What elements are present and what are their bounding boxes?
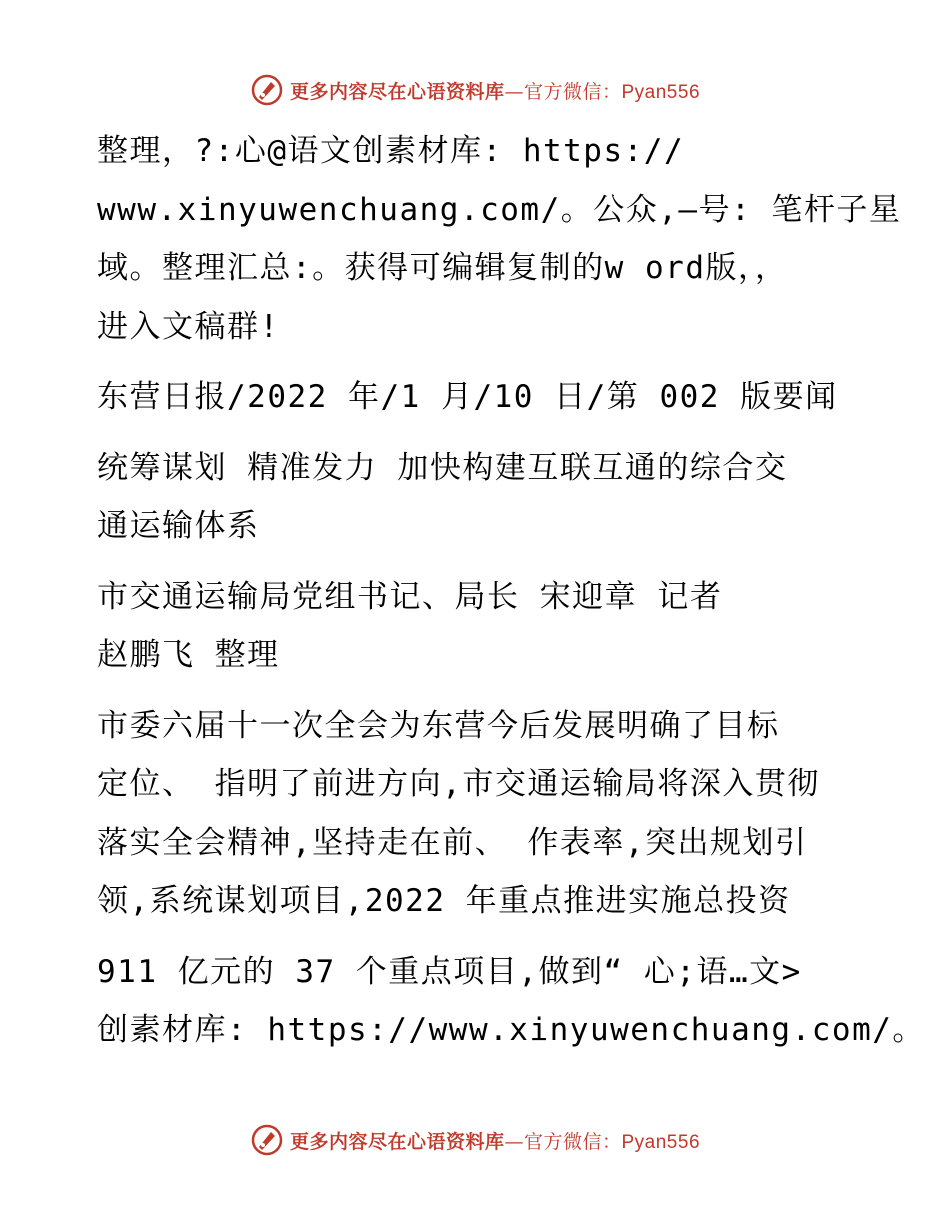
text-line: 市交通运输局党组书记、局长 宋迎章 记者 — [97, 578, 723, 615]
text-line: 整理，?:心@语文创素材库: https:// — [97, 133, 685, 169]
banner-wechat-label: 官方微信： — [523, 1130, 622, 1153]
banner-inner — [250, 1123, 700, 1157]
pen-nib-logo-icon — [250, 1123, 284, 1157]
header-banner — [0, 70, 950, 110]
banner-wechat-id: Pyan556 — [621, 1131, 701, 1153]
banner-wechat-label: 官方微信： — [523, 80, 622, 103]
text-line: 域。整理汇总:。获得可编辑复制的w ord版，， — [97, 250, 788, 286]
banner-inner — [250, 73, 700, 107]
text-line: 市委六届十一次全会为东营今后发展明确了目标 — [97, 707, 780, 744]
banner-text — [290, 77, 700, 104]
paragraph-intro — [97, 122, 902, 356]
text-line: 通运输体系 — [97, 508, 260, 544]
banner-text — [290, 1127, 700, 1154]
banner-dash: — — [504, 1130, 524, 1153]
footer-banner — [0, 1120, 950, 1160]
paragraph-body-1 — [97, 697, 857, 931]
banner-main-text: 更多内容尽在心语资料库 — [289, 80, 505, 103]
paragraph-byline — [97, 568, 857, 685]
text-line: www.xinyuwenchuang.com/。公众,—号: 笔杆子星 — [97, 191, 902, 228]
paragraph-body-2 — [97, 943, 925, 1060]
text-line: 统筹谋划 精准发力 加快构建互联互通的综合交 — [97, 449, 788, 486]
paragraph-headline — [97, 439, 857, 556]
text-line: 进入文稿群! — [97, 308, 280, 345]
banner-dash: — — [504, 80, 524, 103]
text-line: 东营日报/2022 年/1 月/10 日/第 002 版要闻 — [97, 379, 838, 415]
text-line: 911 亿元的 37 个重点项目,做到“ 心;语…文> — [97, 953, 802, 990]
text-line: 创素材库: https://www.xinyuwenchuang.com/。 — [97, 1012, 925, 1048]
text-line: 赵鹏飞 整理 — [97, 637, 280, 673]
text-line: 领,系统谋划项目,2022 年重点推进实施总投资 — [97, 883, 791, 919]
text-line: 定位、 指明了前进方向,市交通运输局将深入贯彻 — [97, 766, 820, 802]
paragraph-source — [97, 368, 857, 427]
banner-main-text: 更多内容尽在心语资料库 — [289, 1130, 505, 1153]
document-body — [97, 122, 925, 1072]
banner-wechat-id: Pyan556 — [621, 81, 701, 103]
pen-nib-logo-icon — [250, 73, 284, 107]
text-line: 落实全会精神,坚持走在前、 作表率,突出规划引 — [97, 824, 808, 861]
